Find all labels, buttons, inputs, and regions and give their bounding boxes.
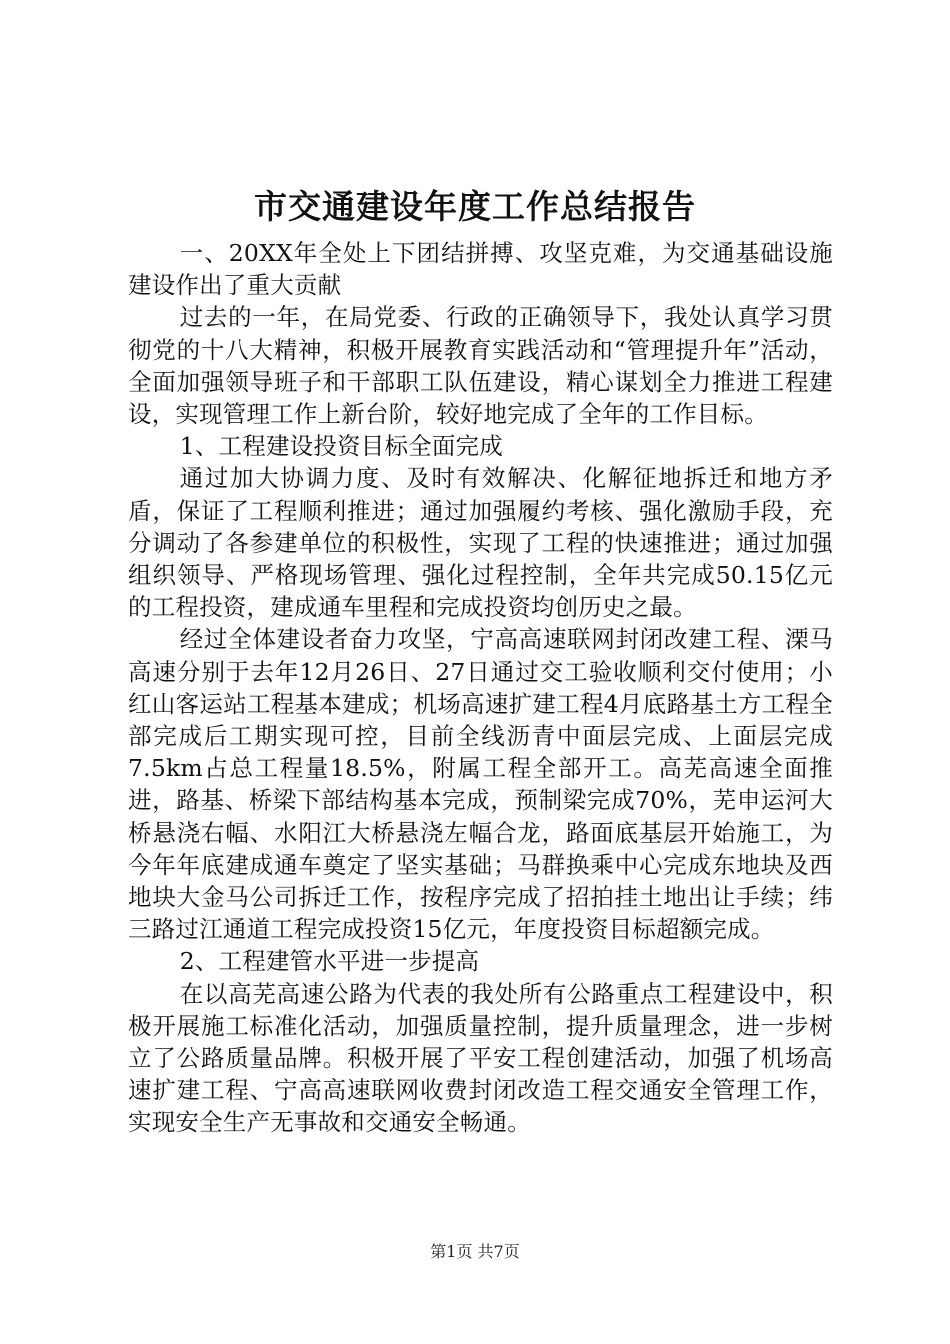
body-paragraph: 在以高芜高速公路为代表的我处所有公路重点工程建设中，积极开展施工标准化活动，加强质量控制，提升质量理念，进一步树立了公路质量品牌。积极开展了平安工程创建活动，加强了机场高速扩建工程、宁高高速联网收费封闭改造工程交通安全管理工作，实现安全生产无事故和交通安全畅通。: [128, 979, 833, 1137]
subsection-heading: 2、工程建管水平进一步提高: [179, 947, 480, 976]
document-body: [128, 237, 833, 1139]
section-heading: 一、20XX年全处上下团结拼搏、攻坚克难，为交通基础设施建设作出了重大贡献: [128, 239, 833, 300]
document-title: 市交通建设年度工作总结报告: [254, 187, 696, 226]
page-number-footer: 第1页 共7页: [430, 1242, 520, 1261]
subsection-heading: 1、工程建设投资目标全面完成: [179, 432, 503, 461]
body-paragraph: 经过全体建设者奋力攻坚，宁高高速联网封闭改建工程、溧马高速分别于去年12月26日、27日通过交工验收顺利交付使用；小红山客运站工程基本建成；机场高速扩建工程4月底路基土方工程全部完成后工期实现可控，目前全线沥青中面层完成、上面层完成7.5km占总工程量18.5%，附属工程全部开工。高芜高速全面推进，路基、桥梁下部结构基本完成，预制梁完成70%，芜申运河大桥悬浇右幅、水阳江大桥悬浇左幅合龙，路面底基层开始施工，为今年年底建成通车奠定了坚实基础；马群换乘中心完成东地块及西地块大金马公司拆迁工作，按程序完成了招拍挂土地出让手续；纬三路过江通道工程完成投资15亿元，年度投资目标超额完成。: [128, 625, 833, 944]
body-paragraph: 通过加大协调力度、及时有效解决、化解征地拆迁和地方矛盾，保证了工程顺利推进；通过加强履约考核、强化激励手段，充分调动了各参建单位的积极性，实现了工程的快速推进；通过加强组织领导、严格现场管理、强化过程控制，全年共完成50.15亿元的工程投资，建成通车里程和完成投资均创历史之最。: [128, 464, 833, 622]
body-paragraph: 过去的一年，在局党委、行政的正确领导下，我处认真学习贯彻党的十八大精神，积极开展教育实践活动和“管理提升年”活动，全面加强领导班子和干部职工队伍建设，精心谋划全力推进工程建设，实现管理工作上新台阶，较好地完成了全年的工作目标。: [128, 303, 833, 429]
